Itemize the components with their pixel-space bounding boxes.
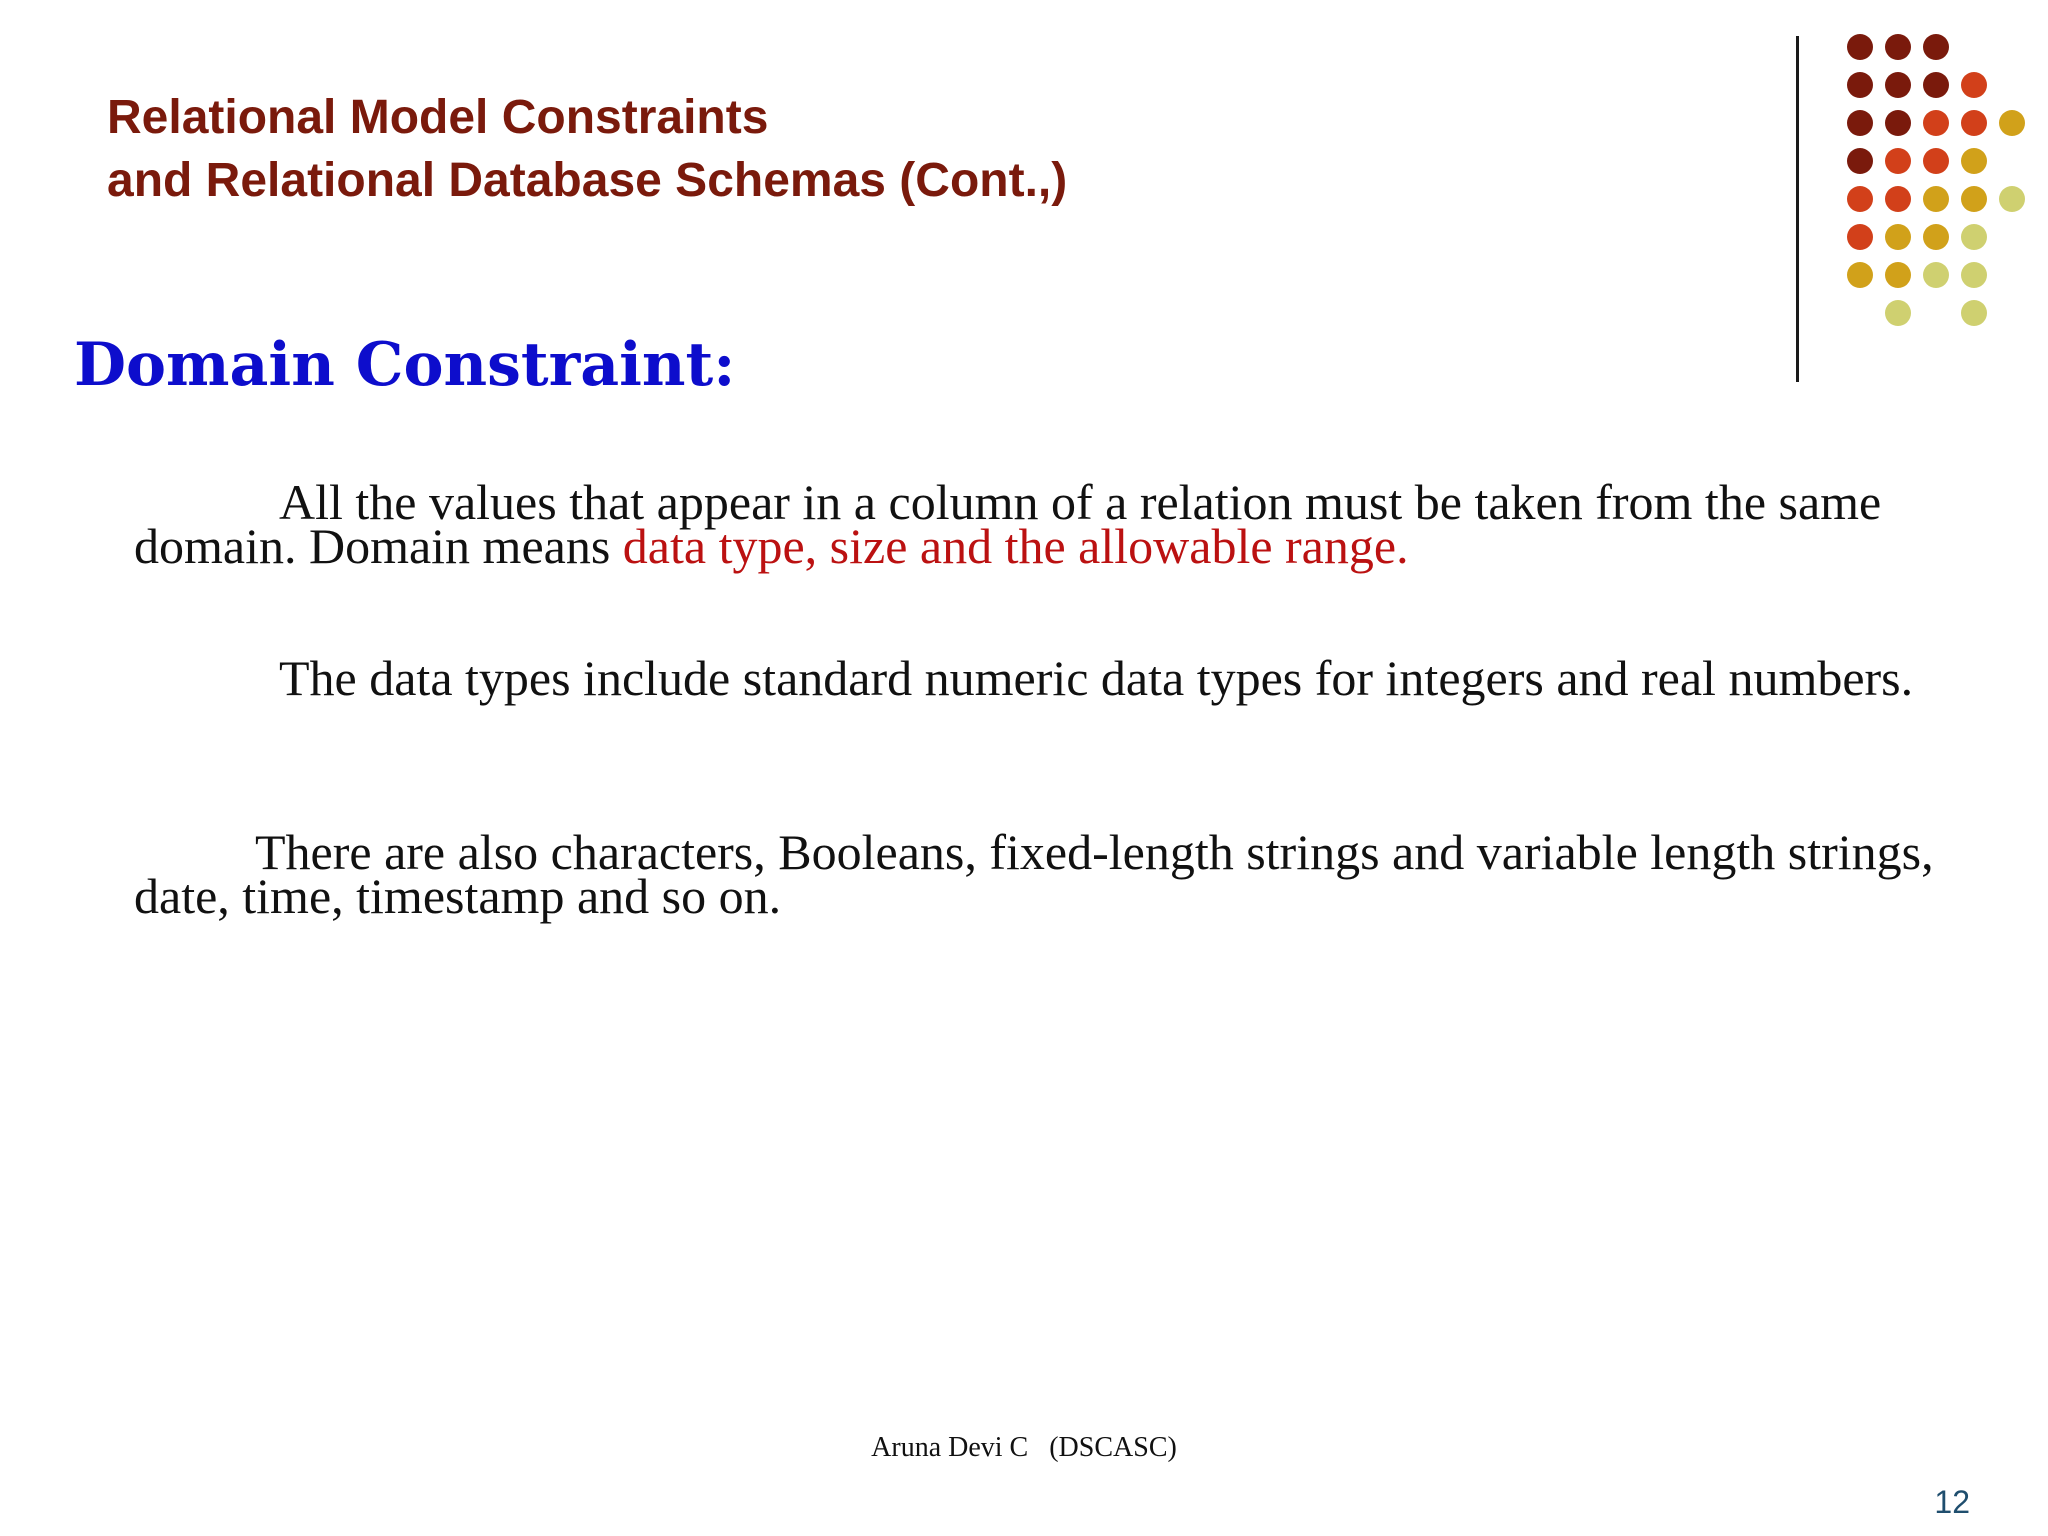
decorative-dot <box>1885 262 1911 288</box>
decorative-dot <box>1923 148 1949 174</box>
decorative-dot <box>1885 34 1911 60</box>
decorative-dot <box>1923 186 1949 212</box>
decorative-dot <box>1961 72 1987 98</box>
decorative-dot <box>1961 224 1987 250</box>
decorative-dot <box>1847 224 1873 250</box>
decorative-dot <box>1923 110 1949 136</box>
paragraph-other-types: There are also characters, Booleans, fixed-length strings and variable length strings, date, time, timestamp and so on. <box>134 824 1934 924</box>
decorative-dot <box>1885 72 1911 98</box>
decorative-dot <box>1847 262 1873 288</box>
decorative-dot <box>1923 262 1949 288</box>
decorative-dot <box>1999 110 2025 136</box>
slide-footer-author: Aruna Devi C (DSCASC) <box>871 1432 1177 1463</box>
paragraph-domain-definition <box>134 474 1964 574</box>
decorative-dot <box>1961 110 1987 136</box>
decorative-dot <box>1885 300 1911 326</box>
decorative-dot <box>1923 224 1949 250</box>
decorative-dot <box>1885 186 1911 212</box>
decorative-dot <box>1847 186 1873 212</box>
decorative-dot <box>1847 72 1873 98</box>
page-number: 12 <box>1934 1484 1970 1520</box>
decorative-dot <box>1885 224 1911 250</box>
paragraph-domain-highlight: data type, size and the allowable range. <box>622 518 1409 574</box>
decorative-dot <box>1847 34 1873 60</box>
slide-title-line2: and Relational Database Schemas (Cont.,) <box>107 154 1068 207</box>
decorative-dot <box>1961 186 1987 212</box>
decorative-dot <box>1999 186 2025 212</box>
decorative-dot <box>1923 72 1949 98</box>
decorative-dot <box>1961 300 1987 326</box>
slide-title-line1: Relational Model Constraints <box>107 91 769 144</box>
decorative-dot <box>1847 148 1873 174</box>
paragraph-data-types: The data types include standard numeric data types for integers and real numbers. <box>279 650 1914 706</box>
decorative-dot <box>1885 148 1911 174</box>
paragraph-domain-text: All the values that appear in a column of a relation must be taken from the same domain. Domain means <box>134 474 1882 574</box>
decorative-dot <box>1885 110 1911 136</box>
decorative-dot <box>1961 262 1987 288</box>
decorative-dot <box>1847 110 1873 136</box>
section-heading: Domain Constraint: <box>74 330 736 400</box>
decorative-dot <box>1923 34 1949 60</box>
decorative-dot <box>1961 148 1987 174</box>
